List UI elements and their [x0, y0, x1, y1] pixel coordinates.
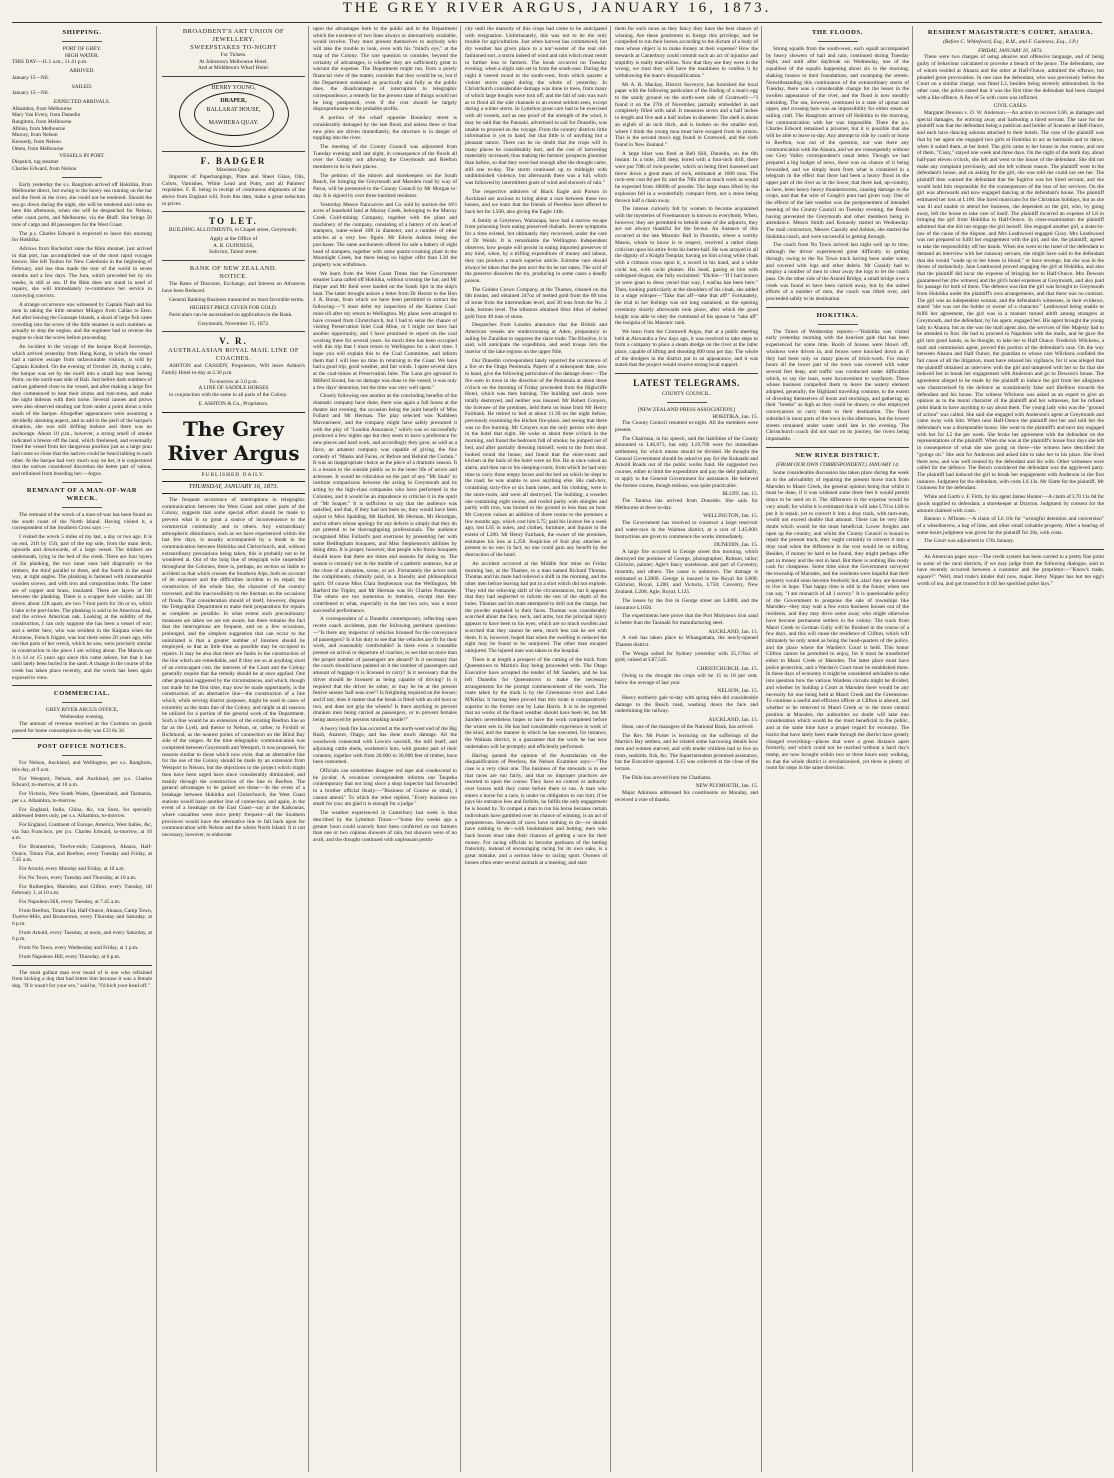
paragraph: An accident occurred at the Middle Star mine on Friday morning last, at the Thames, to a man named Richard Thomas. Thomas and his mate had relieved a shift in the morning, and the other men before leaving had put in a shot which did not explode. They told the relieving shift of the circumstances, but it appears that they had neglected to inform the rest of the depth of the holes. Thomas and his mate attempted to drill out the charge, but the powder exploded in their faces. Thomas was considerably scorched about the face, neck, and arms, but the principal injury appears to have been to his eyes, which are so much swollen and scorched that they cannot be seen, much less can he see with them. It is, however, hoped that when the swelling is reduced the sight may be found to be uninjured. The other man escaped uninjured. The injured man was taken to the hospital.	[465, 560, 607, 654]
paragraph: White and Garth v. F. Firth, by his agent James Hunter.—A claim of L70 11s 6d for goods supplied to defendant, a storekeeper at Drayton. Judgment by consent for the amount claimed with costs.	[917, 494, 1104, 514]
bank-text: The Rates of Discount, Exchange, and Interest on Advances have been Reduced.	[162, 281, 305, 294]
remnant-heading: REMNANT OF A MAN-OF-WAR WRECK.	[26, 486, 138, 502]
bank-ad	[162, 265, 305, 327]
arrived: January 15—Nil.	[12, 74, 50, 81]
divider	[818, 324, 858, 325]
paragraph: Officials can sometimes disagree red tape and condescend to be jocular. A vexatious correspondent informs our Taupeka contemporary that not long since a shop inspector had forwarded to a brother official thusly:—"Business of Course so small, I cannot attend." To which the other replied, "Every business too small for you; am glad it is enough for a judge."	[313, 767, 457, 808]
column-rule	[460, 26, 461, 1472]
column-rule	[912, 26, 913, 1472]
paragraph: There were two charges of using abusive and offensive language, and of being guilty of behaviour calculated to provoke a breach of the peace. The defendants, one of whom resided at Ahaura and the other at Half-Ounce, admitted the offence, but pleaded great provocation. In one case the defendant, who was previously before the Court on a similar charge, was fined L3, besides being severely admonished. In the other case, the police stated that it was the first time the defendant had been charged with a like offence. A fine of 5s with costs was inflicted.	[917, 54, 1104, 101]
divider	[917, 549, 1104, 550]
published-daily: PUBLISHED DAILY.	[201, 471, 266, 478]
paragraph: A family at Greytown, Wairarapa, have had a narrow escape from poisoning from eating preserved rhubarb. Severe symptoms for a time existed, but ultimately they recovered, under the care of Dr Welsh. It is remarkable the Wellington Independent observes, how people will persist in eating imported preserves of any kind, when, by a trifling expenditure of money and labour, they can produce a much superior article. Extreme care should always be taken that the pan next the tin be not eaten. The acid of the preserve dissolves the tin, producing in some cases a deadly poison.	[465, 217, 607, 285]
evening-line: Wednesday evening.	[59, 714, 105, 721]
telegram: The losses by the fire in George street are L4000, and the insurance L1650.	[615, 597, 758, 611]
column-3	[313, 26, 457, 1472]
gold-line: HIGHEST PRICE GIVEN FOR GOLD.	[189, 305, 278, 312]
divider	[12, 965, 152, 966]
stamp-top: HENRY YOUNG,	[211, 85, 256, 92]
paragraph: An incident in the voyage of the barque Royal Sovereign, which arrived yesterday from Hong Kong, in which the vessel had a narrow escape from unfavourable visitors, is told by Captain Kindred. On the evening of October 26, during a calm, the barque was set by the swell into a small bay near Sereng Point, on the north-east side of Bali. Just before dark numbers of natives gathered close to the vessel, and after making a large fire they commenced to beat their drums and tom-toms, and make the night hideous with their noise. Several canoes and prows were also observed stealing out from under a point about a mile south of the barque. Altogether appearances were assuming a decidedly alarming aspect, and to add to the peril of the barque's situation, she was still drifting inshore and there was no anchorage. About 10 p.m., however, a strong smell of smoke indicated a breeze off the land, which freshened, and eventually freed the vessel from her dangerous position just as a large prau had come so close that the natives could be heard talking to each other. At the barque had very much way on her, it is conjectured that the natives considered discretion the better part of valour, and refrained from boarding her.—Argus.	[12, 343, 152, 478]
commercial-heading: COMMERCIAL.	[53, 690, 111, 698]
at-johnston: At Johnston's Melbourne Hotel.	[199, 58, 268, 65]
paragraph: Early yesterday the s.s. Rangitoto arrived off Hokitika, from Melbourne direct, but owing to the heavy sea running on the bar and the fresh in the river, she could not be tendered. Should the sea go down during the night, she will be tendered and come on here this afternoon, when she will be despatched for Nelson, other coast ports, and Melbourne, via the Bluff. She brings 50 tons of cargo and 40 passengers for the West Coast.	[12, 181, 152, 228]
new-river-heading: NEW RIVER DISTRICT.	[795, 451, 880, 459]
high-water-label: HIGH WATER.	[64, 52, 100, 59]
paragraph: Our Dunedin correspondent lately reported the occurrence of a fire on the Otago Peninsula. Papers of a subsequent date, now to hand, give the following particulars of the damage done:—The fire seen in town in the direction of the Peninsula at about three o'clock on the morning of Friday proceeded from the Highcliffe Hotel, which was then burning. The building and stock were totally destroyed, and neither was insured. Mr Robert Conyers, the licensee of the premises, held them on lease from Mr Henry Fairbank. He retired to bed at about 11.30 on the night before, previously examining the kitchen fire-place, and seeing that there was no fire burning. Mr Conyers was the only person who slept in the hotel that night. He woke at about three o'clock in the morning, and found the bedroom full of smoke; he jumped out of bed, and after partially dressing himself, went to the front door, looked round the house, and found that the store-room and kitchen at the back of the hotel were on fire. He at once raised an alarm, and then ran to his sleeping-room, from which he had only time to carry three empty boxes and the bed on which he slept to the road; he was unable to save anything else. His cash-box, containing sixty-five or six bank notes, and his clothing, were in the store-room, and were all destroyed. The building, a wooden one containing eight rooms, and roofed partly with shingles and partly with iron, was burned to the ground in less than an hour. Mr Conyers values an addition of three rooms to the premises a few months ago, which cost him L75; paid his licence fee a week ago; lost L65 in notes, and clothes, furniture, and liquors to the extent of L200. Mr Henry Fairbank, the owner of the premises, estimates his loss at L250. Suspicion of foul play attaches at present to no one; in fact, no one could gain any benefit by the destruction of the hotel.	[465, 357, 607, 559]
paragraph: A portion of the wharf opposite Boundary street is considerably damaged by the late flood, and unless three or four new piles are driven immediately, the structure is in danger of toppling into the river.	[313, 115, 457, 142]
saddle-text: in conjunction with the same to all parts of the Colony.	[169, 392, 288, 399]
telegram: The County Council resumed to-night. All the members were present.	[615, 420, 758, 433]
telegram: Heavy northerly gale to-day with spring tides did considerable damage to the Beach road, washing down the face and undermining the railway.	[615, 694, 758, 715]
coach-ad	[162, 336, 305, 407]
post-notice: For England, Continent of Europe, America, West Indies, &c, via San Francisco, per p.s. Charles Edward, to-morrow, at 10 a.m.	[12, 821, 152, 842]
paragraph: I visited the wreck 5 miles of my last, a day or two ago. It is on end, 21ft by 15ft, part of the top side, from the main deck, upwards and downwards, of a large vessel. The timbers are underneath, lying in the bed of the creek. There are four layers of 3in planking, the two inner ones laid diagonally to the timbers, the third parallel to them, and the fourth in the usual way, at right angles. The planking is fastened with innumerable wooden screws, and with iron and composition bolts. The latter are of copper and brass, insulated. There are layers of felt between the planking. There is a scupper hole visible; and 3ft above, about 12ft apart, are two 7-foot ports for 3in or so, which I take to be port-holes. The planking is said to be American deal, and the screws American oak. Looking at the solidity of the construction, I can only suppose she has been a vessel of war; and a settler here, who was resident in the Kaipara when the Alcmene, French frigate, was lost there some 20 years ago, tells me that parts of her wreck, which he saw, were precisely similar in construction to the piece I am writing about. The Maoris say it is 14 or 15 years ago since this came ashore, but that it has until lately been buried in the sand. A change in the course of the creek has taken place recently, and the wreck has been again exposed to view.	[12, 534, 152, 681]
paragraph: The weather experienced in Canterbury last week is thus described by the Lyttelton Times:—"Some few weeks ago a greater boon could scarcely have been conferred on our farmers than one or two copious showers of rain, but showers were of no avail, and the drought continued with unpleasant pertin-	[313, 810, 457, 843]
masthead: THE GREY RIVER ARGUS, JANUARY 16, 1873.	[342, 0, 772, 16]
paragraph: Despatches from London announce that the British and American vessels are rendezvousing at Aden, preparatory to sailing for Zanzibar to suppress the slave trade. The Khedive, it is said, will anticipate the expedition, and send troops into the interior of the lake regions on the upper Nile.	[465, 322, 607, 356]
paragraph: We learn from the West Coast Times that the Government steamer Luna called off Hokitika, without crossing the bar, and Mr Harper and Mr Reid were landed on the South Spit in the ship's boat. The latter brought ashore a letter from Dr Hector to the Hon J. A. Bonar, from which we have been permitted to extract the following:—"I must defer my inspection of the Kaniere Coal-mine till after my return to Wellington. My plans were arranged to have crossed from Christchurch, but I had to seize the chance of visiting Preservation Inlet Coal Mine, or I might not have had another opportunity, and I have promised to report on the coal working there for several years. So much time has been occupied with this trip that I must return to Wellington for a short time. I hope you will explain this to the Coal Committee, and inform them that I will lose no time in returning to the Coast. We have had a good trip, good weather, and fair winds. I spent several days at the coal-mines at Preservation Inlet. The Luna got aground in Milford Sound, but no damage was done to the vessel; it was only a few days' detention, but the time was very well spent."	[313, 270, 457, 391]
art-union-ad	[162, 28, 305, 72]
dateline-new-plymouth: NEW PLYMOUTH, Jan. 15.	[695, 783, 758, 790]
vessel-item: Dispatch, tug steamer	[12, 159, 59, 166]
divider	[12, 685, 152, 686]
telegram: The Chairman, in his speech, said the liabilities of the County amounted to L46,073, but only L19,790 were for immediate settlement, for which means should be divided. He thought the General Government should be asked to pay for the Kokatahi and Arnold Roads out of the public works fund. He suggested two courses, either to limit the expenditure and pay the debt gradually, or apply to the General Government for assistance. He believed the former course, though tedious, was quite practicable.	[615, 435, 758, 489]
bank-text: Particulars can be ascertained on application to the Bank.	[169, 311, 293, 318]
dateline-dunedin: DUNEDIN, Jan. 15.	[714, 542, 758, 549]
divider	[162, 260, 305, 261]
dateline-christchurch: CHRISTCHURCH, Jan. 15.	[697, 666, 758, 673]
masthead-rule	[12, 22, 1102, 23]
paragraph: The most gallant man ever heard of is one who refrained from kicking a dog that had bitten him because it was a female dog. "If it wasn't for your sex," said he, "I'd kick your head off."	[12, 969, 152, 989]
divider	[162, 211, 305, 212]
dateline-auckland: AUCKLAND, Jan. 15.	[708, 628, 758, 635]
to-let-text: BUILDING ALLOTMENTS, in Chapel street, Greymouth.	[169, 227, 298, 234]
bank-title: BANK OF NEW ZEALAND.	[189, 265, 278, 273]
guinness: A. R. GUINNESS,	[213, 242, 254, 249]
divider	[12, 738, 152, 739]
hokitika-heading: HOKITIKA.	[816, 311, 859, 319]
paragraph: city until the maturity of this crops had come to be anticipated with resignation. Unfortunately, this was not to be the only trouble for agriculturists. Just when harvest has commenced, hot dry weather has given place to a nor'-wester of the real old-fashioned sort, a storm indeed of wind and rain which must result in further loss to farmers. The break occurred on Tuesday evening, when a slight rain set in from the south-east. During the night it veered round to the south-west, from which quarter a violent storm raged during the whole of yesterday. In Christchurch considerable damage was done to trees, from many of which large boughs were torn off, and the fall of rain was such as to flood all the side channels to an extent seldom seen, except during a winter storm. In Lyttelton great care had to be exercised with all vessels, and as one proof of the strength of the wind, it may be said that the Panoaki, advertised to sail for Dunedin, was unable to proceed on the voyage. From the country districts little information is yet to hand, but that little is of anything but a pleasant nature. There can be no doubt that the crops will in many places be considerably hurt, and the cost of harvesting materially increased, thus making the farmers' prospects gloomier than before, so that they were bad enough after the drought came, still one to-day. The storm continued up to midnight with undiminished violence, but afterwards there was a lull, which was followed by intermittent gusts of wind and showers of rain."	[465, 26, 607, 187]
telegram: The Tararua has arrived from Dunedin. She sails for Melbourne at three to-day.	[615, 498, 758, 511]
telegram: Hean, one of the managers of the National Bank, has arrived.	[622, 723, 754, 730]
post-notice: From No Town, every Wednesday and Friday, at 1 p.m.	[19, 945, 139, 952]
apply-line: Apply at the Office of	[209, 236, 258, 243]
port-heading: PORT OF GREY.	[62, 46, 102, 52]
expected-item: Rangitoto, from Melbourne	[12, 119, 72, 126]
court-subheading: (Before C. Whitefoord, Esq., R.M., and F. Guinness, Esq., J.P.)	[943, 39, 1078, 45]
county-council-heading: COUNTY COUNCIL.	[662, 391, 711, 398]
divider	[62, 755, 102, 756]
paragraph: The meeting of the County Council was adjourned from Tuesday evening until last night, in consequence of the floods all over the County not allowing the Greymouth and Reefton members to be in their places.	[313, 143, 457, 171]
expected-item: Kennedy, from Nelson	[12, 139, 61, 146]
divider	[62, 177, 102, 178]
divider	[162, 331, 305, 332]
post-notice: For Napoleon Hill, every Tuesday, at 7.45 a.m.	[19, 898, 121, 905]
sweepstakes: SWEEPSTAKES TO-NIGHT	[190, 44, 277, 51]
vessel-item: Charles Edward, from Nelson	[12, 165, 77, 172]
paragraph: A correspondent of a Dunedin contemporary, reflecting upon recent coach accidents, puts the following pertinent questions:—"Is there any inspector of vehicles licensed for the conveyance of passengers? Is it his duty to see that the vehicles are fit for their work, and reasonably comfortable? Is there even a constable present on arrival or departure of coaches, to see that no more than the proper number of passengers are aboard? Is it necessary that the coach should have painted on it the number of passengers and amount of luggage it is licensed to carry? Is it necessary that the driver should be licensed as being capable of driving? Is it required that the driver be sober, or may he be at the present festive season 'half seas over'? Is freighting required on the horses; and if not, does it matter that the break is fitted with an old boot or two, and does not grip the wheels? Is there anything to prevent drunken men being carried as passengers, or to prevent females being annoyed by persons smoking inside?"	[313, 616, 457, 724]
paragraph: The Golden Crown Company, at the Thames, cleaned on the 6th instant, and obtained 247oz of melted gold from the 60 tons of stone from the intermediate level, and 30 tons from the No. 2 lode, bottom level. The tributors obtained 60oz 4dwt of melted gold from 40 tons of stone.	[465, 286, 607, 320]
telegram: A rush has taken place to Whangamata, the newly-opened Thames district.	[615, 635, 758, 649]
paragraph: The Times of Wednesday reports:—"Hokitika was visited early yesterday morning with the heaviest gale that has been experienced for some time. Roofs of houses were blown off, windows were driven in, and fences were knocked down as if they had been only so many pieces of brick-work. For many hours all the lower part of the town was covered with water several feet deep, and traffic was conducted under difficulties which, to say the least, were inconvenient to wayfarers. These whose business compelled them to leave the watery element adopted, generally, the Highland travelling costume, to the extent of divesting themselves of boots and stockings, and gathering up their "breeks" as high as they could be drawn; or else employed conveyances to carry them to their destination. The flood subsided in most parts of the town in the afternoon, but the lowest streets remained under water until late in the evening. The Christchurch coach did not start on its journey, the rivers being impassable.	[766, 328, 909, 442]
mail-tomorrow: To-morrow at 3.0 p.m.	[209, 378, 258, 385]
post-notice: For Nelson, Auckland, and Wellington, per s.s. Rangitoto, this day, at 9 a.m.	[12, 760, 152, 773]
divider	[615, 373, 758, 374]
divider	[667, 402, 707, 403]
paragraph: The respective admirers of Black Eagle and Parson in Auckland are anxious to bring about a race between these two horses, and we learn that the friends of Peerless have offered to back her for L500, also giving the Eagle 14lb.	[465, 188, 607, 215]
divider	[62, 507, 102, 508]
post-notice: From Napoleon Hill, every Thursday, at 6 p.m.	[19, 953, 121, 960]
bank-date: Greymouth, November 15, 1872.	[197, 320, 270, 327]
post-office-heading: POST OFFICE NOTICES.	[37, 743, 127, 751]
telegram: Major Atkinson addressed his constituents on Monday, and received a vote of thanks.	[615, 790, 758, 803]
stamp-mid1: DRAPER,	[220, 98, 247, 105]
telegram: The Rev. Mr Porter is lecturing on the sufferings of the Martin's Bay settlers, and he related some harrowing details how men and women starved, and with tender children had to live on roots, seabirds, fish, &c. The Superintendent promised assistance, but the Executive opposed. L15 was collected at the close of the lecture.	[615, 732, 758, 773]
paragraph: Bannon v. M'Innes.—A claim of L6 10s for "wrongful detention and conversion" of a wheelbarrow, a bag of lime, and other small valuable property. After a hearing of some hours judgment was given for the plaintiff for 20s, with costs.	[917, 516, 1104, 536]
column-5	[615, 26, 758, 1472]
post-notice: From Arnold, every Tuesday, at noon, and every Saturday, at 6 p.m.	[12, 929, 152, 943]
to-let-title: TO LET.	[209, 216, 258, 227]
arrived-label: ARRIVED.	[69, 68, 95, 75]
art-union-title: BROADBENT'S ART UNION OF JEWELLERY.	[182, 28, 285, 43]
expected-item: Alhambra, from Melbourne	[12, 105, 72, 112]
paragraph: A large blast was fired at Bell Hill, Dunedin, on the 6th instant. In a hole, 24ft deep, bored with a four-inch drill, there were put 70lb of rock-powder, which on being fired loosened and threw down a great mass of rock, estimated at 1600 tons. The rock-rent cost 8d per lb; and the 70lb did as much work as would be expected from 1000lb of powder. The large mass lifted by the explosion fell in a wonderfully compact form, not a stone being thrown half a chain away.	[615, 150, 758, 204]
post-notice: For Arnold, every Monday and Friday, at 10 a.m.	[19, 866, 125, 873]
civil-cases-heading: CIVIL CASES.	[993, 103, 1028, 110]
paragraph: We learn from the Cromwell Argus, that at a public meeting held at Alexandra a few days ago, it was resolved to take steps to form a company to place a steam dredge on the river at the latter place, capable of lifting and shooting 600 tons per day. The whole of the dredgers in the district put in an appearance, and it was stated that the project would receive strong local support.	[615, 328, 758, 369]
expected-item: Mary Van Every, from Dunedin	[12, 112, 81, 119]
paragraph: The coach from No Town arrived last night well up to time, although the driver experienced great difficulty in getting through, owing to the No Town track having been under water, and covered with logs and other debris. Mr Cassidy had to employ a number of men to clear away the logs to let the coach pass. On the other side of the Arnold Bridge, a small bridge over a creek was found to have been carried away, but by the united efforts of a number of men, the coach was lifted over, and proceeded safely to its destination.	[766, 242, 909, 303]
paragraph: The petition of the miners and storekeepers on the South Beach, for bringing the Greymouth and Marsden road by way of Paroa, will be presented to the County Council by Mr Morgan to-day. It is signed by over three hundred residents.	[313, 172, 457, 199]
divider	[62, 702, 102, 703]
post-notice: For England, India, China, &c, via Suez, for specially addressed letters only, per s.s. Alhambra, to-morrow.	[12, 806, 152, 820]
column-rule	[308, 26, 309, 1472]
paragraph: Strong squalls from the south-west, each squall accompanied by heavy showers of hail and rain, continued during Tuesday night, and until after daybreak on Wednesday, one of the squalliest of the squalls happening about six in the morning, shaking houses to their foundations, and swamping the streets. Notwithstanding this continuance of the extraordinary storm of Tuesday, there was a considerable change for the lesser in the swollen appearance of the river, and the flood is now steadily subsiding. The sea, however, continued in a state of uproar and upper, and crossing bars was an impossibility for either steam or sailing craft. The Rangitoto arrived off Hokitika in the morning, but communication with her was impossible. There the p.s. Charles Edward remained a prisoner, but it is possible that she will be able to leave to-day. Any attempt to ride by coach or horse to Reefton, was out of the question, nor was there any communication with the Ahaura, and we are consequently without our Grey Valley correspondent's usual letter. Though we had prepared a big budget of news, there was no chance of it being forwarded, and we simply learn from what is contained in a telegram in the effect that there had been a heavy flood in the upper part of the river as in the lower, that there had, up-country, as here, been heavy heavy thunderstorms, causing damage to the crops, and that the wire of Gough's punt had given way. One of the effects of the late weather was the postponement of intended meeting of the County Council on Tuesday evening, the floods having prevented the Greymouth and other members being in attendance. Messrs Smith and Kennedy started on Wednesday. The mail contractors, Messrs Cassidy and Ashton, she started the Hokitika coach, and were successful in getting through.	[766, 46, 909, 240]
court-date: FRIDAY, JANUARY 10, 1873.	[978, 47, 1043, 54]
post-notice: For Victoria, New South Wales, Queensland, and Tasmania, per s.s. Alhambra, to-morrow.	[12, 791, 152, 804]
divider	[162, 76, 305, 77]
vessels-label: VESSELS IN PORT.	[59, 152, 105, 159]
court-heading: RESIDENT MAGISTRATE'S COURT, AHAURA.	[927, 29, 1094, 36]
ashton: E. ASHTON & Co., Proprietors.	[198, 400, 269, 407]
divider	[818, 41, 858, 42]
for-tickets: For Tickets.	[220, 52, 247, 58]
column-shipping	[12, 26, 152, 1472]
divider	[766, 447, 909, 448]
paragraph: There is at length a prospect of the cutting of the track from Queenstown to Martin's Bay being proceeded with. The Otago Executive have accepted the tender of Mr Sanders, and he has left Dunedin for Queenstown to make the necessary arrangements for the prompt commencement of the work. The route taken by the track is by the Greenstone river and Lake M'Kellar, it having been proved that this route is comparatively superior to the former one by Lake Harris. It is to be regretted that no works of the finest weather should have been let, but Mr Sanders nevertheless hopes to have the work completed before the winter sets in. He has had considerable experience in work of the kind, and the manner in which he has executed, for instance, the Waikaia district, is a guarantee that the work he has now undertaken will be promptly and efficiently performed.	[465, 656, 607, 750]
divider	[62, 41, 102, 42]
saddle-title: A LINE OF SADDLE HORSES	[198, 385, 269, 392]
paragraph: Yesterday Messrs Nancarrow and Co. sold by auction the 16½ acres of leasehold land at Murray Creek, belonging to the Murray Creek Gold-mining Company, together with the plant and machinery of the company, consisting of a battery of six head of stampers, water-wheel 30ft in diameter, and a number of other articles at a very low figure. Mr Edwin Ashton being the purchaser. The same auctioneers offered for sale a battery of eight head of stampers, together with some quartz-crushing plant in the Moonlight Creek, but there being no higher offer than L30 the property was withdrawn.	[313, 201, 457, 268]
telegram: The Wonga sailed for Sydney yesterday with 25,176oz of gold, valued at L87,545.	[615, 650, 758, 664]
divider	[162, 151, 305, 152]
paragraph: Having quoted the opinion of the Australasian on the disqualification of Peerless, the Nelson Examiner says:—"The case is a very clear one. The business of the stewards is to see that races are run fairly, and that no improper practices are resorted to upon the course. They have no control or authority over horses until they come before them to run. A man who enters a horse for a race, is under no obligation to run him; if he pays his entrance fees and forfeits, he fulfils the only engagement he is bound by. To compel a man to run his horse because certain individuals have gambled over its chance of winning, is an act of preposterous. Stewards of races have nothing to do—or should have nothing to do—with bookmakers and betting; men who back horses must take their chances of getting a race for their money. For racing officials to become partisans of the betting fraternity, instead of encouraging racing for its own sake, is a great mistake, and a serious blow to racing sport. Owners of horses often enter several animals at a meeting, and start	[465, 752, 607, 866]
paragraph: them for such races as they fancy they have the best chance of winning. Are these gentlemen to forego this privilege, and be compelled to run their horses according to the dictum of a body of men whose object is to make money at their expense? How the stewards at Canterbury could commit such an act of injustice and stupidity is really marvellous. Now that they see they were in the wrong, we trust they will have the manliness to confess it by withdrawing the mare's disqualification."	[615, 26, 758, 79]
dateline-bluff: BLUFF, Jan. 15.	[722, 491, 758, 498]
post-notice: For Westport, Nelson, and Auckland, per p.s. Charles Edward, to-morrow, at 10 a.m.	[12, 775, 152, 789]
press-association: [NEW ZEALAND PRESS ASSOCIATION.]	[637, 406, 736, 413]
paragraph: Mr A. R. Mackay, District Surveyor, has furnished the local paper with the following particulars of the finding of a man's egg to the sandy ground on the north-west side of Cromwell:—"I found it on the 27th of November, partially embedded in and completely filled with sand. It measures seven and a half inches in length and five and a half inches in diameter. The shell is about an eighth of an inch thick, and is broken on the smaller end, where I think the young moa must have escaped from its prison. This is the second moa's egg found in Cromwell, and the sixth found in New Zealand."	[615, 81, 758, 148]
mail-text: ASHTON and CASSIDY, Proprietors, Will leave Ashton's Family Hotel to-day at 2.30 p.m.	[162, 363, 305, 377]
paragraph: Margaret Dewson v. O. W. Anderson.—An action to recover L60, as damages and special damages, for enticing away and harboring a hired servant. The case for the plaintiff was that the defendant being a publican and holder of licenses at Half-Ounce, and each have dancing saloons attached to their hotels. The case of the plaintiff was that by her agent she engaged two girls at Hokitika to act as barmaids and to dance, when it suited them, at her hotel. The girls came to her house in due course, and one of them, "Cissy," stayed one week and three days. On the night of the tenth day, about half-past eleven o'clock, she left and went to the house of the defendant. She did not make any complaint previously, and she left without reason. The plaintiff went to the defendant's house, and on asking for the girl, she was told she could not see her. The plaintiff then warned the defendant that the fugitive was her hired servant, and she would hold him responsible for the consequences of the loss of her services. On the girl was afterwards and now engaged dancing at the defendant's house. The plaintiff estimated her loss at L100. She hired musicians for the Christmas holidays, but as she was ill and unable to attend her business, she depended on the girl, who, by going away, left the house to take care of itself. The plaintiff incurred an expense of L8 in bringing the girl from Hokitika to Half-Ounce. In cross-examination the plaintiff admitted that she did not engage the girl herself. She engaged another girl, a sister-in-law of the cause of the dispute, and Mrs Leathwood engaged Cissy. Mrs Leathwood was not prepared to fulfil her engagement with the girl, and she, the plaintiff, agreed to take the responsibility off her hands. When she went to the hotel of the defendant to demand an interview with her runaway servant, she might have said to the defendant that she would "wade up to her knees in blood," or have revenge, but she was in the throes of melancholy. Jane Leathwood proved engaging the girl at Hokitika, and also that the plaintiff did incur the expense of bringing her to Half-Ounce. Mrs Dewson guaranteed her (the witness) and the girl's hotel expenses at Greymouth, and also paid for passage for both of them. The defence was that the girl was brought to Greymouth from Hokitika under the plaintiff's own arrangements, and that there was no contract. The girl was an independent woman, and the defendant's witnesses, in their evidence, stated "she was not the holder or owner of a character." Leathwood being unable to fulfil her agreement, the girl was in a manner turned adrift among strangers at Greymouth, and the defendant, by his agent, engaged her. His agent brought the young lady to Ahaura, but as she was the mail agent also, the services of Her Majesty had to be attended to first. He had to proceed to Napoleon with the mails, and he gave the girl into good hands, as he thought, to take her to Half Ounce. Frederick Wilckens, a mail and commission agent, proved this portion of the defendant's case. On the way between Ahaura and Half Ounce, the guardian to whose care Wilckens confided the fair cause of all the litigation, must have relaxed his vigilance, for it was alleged that the plaintiff obtained an interview with the girl and tampered with her so far that she induced her to break her engagement with Anderson and go to Dewson's house. The agreement alleged to be made by the plaintiff to induce the girl from her allegiance was characterised by the defence as scandalously false and libellous towards the defendant and his house. The witness Wilckens was asked as an expert to give an opinion as to the moral character of the plaintiff and her witnesses, but he refused point blank to have anything to say about them. The young lady who was the "ground of action" was called. She said she engaged with Anderson's agent at Greymouth and came away with him. When near Half-Ounce the plaintiff met her and told her the defendant's was a disreputable house. She went to the plaintiff's and next day engaged with her for L5 the per week. She broke her agreement with the defendant on the representations of the plaintiff. When she was at the plaintiff's house four days she left in consequence of what she saw going on there—the witness here described the "goings on." She sent for Anderson and asked him to take her to his place. She lived there now, and was well treated by the defendant and his wife. Other witnesses were called for the defence. The Bench considered the defendant was the aggrieved party. The plaintiff had induced the girl to break her engagement with Anderson in the first instance. Judgment for the defendant, with costs L6 13s. Mr Slatte for the plaintiff, Mr Guinness for the defendant.	[917, 110, 1104, 492]
paragraph: Advices from Rochefort state the Rhin steamer, just arrived in that port, has accomplished one of the most rapid voyages known. She left Toulon for New Caledonia in the beginning of February, and has thus made the tour of the world in seven months and a few days. The Jura, which preceded her by six weeks, is still at sea. If the Rhin does not stand in need of repairs, she will immediately re-commence her service in conveying convicts.	[12, 245, 152, 299]
stamp-mid2: BALLARAT HOUSE,	[206, 107, 261, 114]
telegram: The Dido has arrived from the Chathams.	[622, 774, 712, 781]
dateline: THURSDAY, JANUARY 16, 1873.	[162, 481, 305, 494]
sailed-label: SAILED.	[71, 83, 93, 90]
post-notice: For Brunnerton, Twelve-mile, Camptown, Ahaura, Half-Ounce, Totara Flat, and Reefton, every Tuesday and Friday, at 7.45 a.m.	[12, 844, 152, 864]
badger-text: Importer of Paperhangings, Plate and Sheet Glass, Oils, Colors, Varnishes, White Lead and Putty, and all Painters' requisites. F. B. being in receipt of continuous shipments of the above from England will, from this date, make a great reduction in prices.	[162, 173, 305, 207]
column-rule	[761, 26, 762, 1472]
bank-notice: NOTICE.	[219, 273, 248, 281]
badger-ad	[162, 156, 305, 207]
paragraph: A heavy bush fire has occurred at the north-west end of the Big Rush, Akatore, Otago, and has done much damage. All the woodwork connected with Lewis's sawmill, the mill itself, and adjoining cattle sheds, workmen's huts, with greater part of their contents, together with from 20,000 to 30,000 feet of timber, have been consumed.	[313, 725, 457, 766]
paragraph: The amount of revenue received at the Customs on goods passed for home consumption to-day was £33 8s 3d.	[12, 720, 152, 734]
vr: V. R.	[219, 336, 248, 347]
column-7	[917, 26, 1104, 1472]
expected-label: EXPECTED ARRIVALS.	[53, 98, 111, 105]
dateline-nelson: NELSON, Jan. 15.	[717, 688, 758, 695]
badger-address: Mawhera Quay.	[216, 167, 251, 174]
and-middleton: And at Middleton's Wharf Hotel.	[197, 65, 270, 72]
paragraph: The intense curiosity felt by women to become acquainted with the mysteries of Freemasonry is known to everybody. When, however, they are permitted to behold some of the adjuncts, they are not always thankful for the favour. An instance of this occurred at the late Masonic Ball in Dunedin, where a worthy Mason, whom to know is to respect, received a rather sharp criticism upon his attire from his better-half. He was arrayed in all the dignity of a Knight Templar, having on him a long white cloak with a crimson cross upon it, a sword in his hand, and a white cockt hat, with cockt plumes. His head, gazing at him with unfeigned disgust, she fully exclaimed: "Dickie—"If I had known ye were goan to dress yersel that way, I wad'na hae been here." Then, looking particularly at the shoulders of his cloak, she added in a stage whisper—"Take that aff—take that aff!" Fortunately, the trial to her feelings was not long sustained, as the opening ceremony shortly afterwards took place, after which the good knight was able to obey the command of his spouse to "take aff" the insignia of his Masonic rank.	[615, 206, 758, 327]
paragraph: Closely following one another as the concluding benefits of the dramatic company have done, there was again a full house at the theatre last evening, the occasion being the joint benefit of Miss Fullard and Mr Herman. The play selected was 'Kathleen Mavourneen', and the company might have safely presumed it with the play of "London Assurance," which was so successfully produced a few nights ago but they seem to have a preference for new pieces and hard work, and accordingly they gave, as well as a farce, an amateur company was capable of giving, the fine comedy of "Masks and Faces, or Before and Behind the Curtain." It was an inappropriate choice as the piece of a dramatic season. It is a lesson to the outside public as to the inner life of actors and actresses. It would be ridiculous on the part of any "Mr Snail" to institute comparisons between the acting in Greymouth and its acting by the high-class companies who have performed in the Colonies, and it would be an impudence to criticise it in the spirit of "Mr Soaper." It is sufficient to say that the audience was satisfied, and that, if they had not been so, they would have been unjust to Miss Spalding, Mr Barford, Mr Herman, Mr Hourigan, and to others whose apology for any defects is simply that they do not pretend to be thoroughgoing professionals. The audience recognised Miss Fullard's past exertions by presenting her with some Bedlingham bouquets, and Miss Stephenson's abilities by doing ditto. It is proper, however, that people who throw bouquets should know that there are times and seasons for doing so. The season is certainly not in the middle of a pathetic sentence, but at the close of a situation, scene, or act. Fortunately the actors took the compliments, clumsily paid, in a friendly and philosophical spirit. Of course Miss Clara Stephenson was the Wellington, Mr Barford the Triplet, and Mr Herman was Sir Charles Pomander. The others are too numerous to mention, except that they contributed to what, especially in the last two acts, was a most successful performance.	[313, 393, 457, 614]
telegram: A large fire occurred in George street this morning, which destroyed the premises of George, photographer; Robson, tailor; Gilchrist, painter; Agle's fancy warehouse, and part of Coventry, tinsmith, and others. The cause is unknown. The damage is estimated at L2000. George is insured in the Royal for L600; Gilchrist, Royal, L200, and Victoria, L750; Coventry, New Zealand, L200; Agle, Royal, L125.	[615, 548, 758, 596]
floods-heading: THE FLOODS.	[812, 29, 863, 36]
to-let-ad	[162, 216, 305, 256]
post-notice: For No Town, every Tuesday and Thursday, at 10 a.m.	[19, 874, 137, 881]
paragraph: A strange occurrence was witnessed by Captain Nash and his men in taking the little steamer Milagro from Callao to Eten. Just after leaving the Gunnape Islands, a shoal of large fish came crowding into the screw of the little steamer in such numbers as actually to stop the engine, and the engineer had to reverse the engine to clear the screw before proceeding.	[12, 301, 152, 342]
post-notice: From Reefton, Totara Flat, Half-Ounce, Ahaura, Camp Town, Twelve-Mile, and Brunnerton, every Thursday and Saturday, at 6 p.m.	[12, 907, 152, 928]
sailed: January 15—Nil.	[12, 90, 50, 97]
telegram: Owing to the drought the crops will be 15 to 18 per cent. below the average of last year.	[615, 672, 758, 686]
column-4	[465, 26, 607, 1472]
mail-title: AUSTRALASIAN ROYAL MAIL LINE OF COACHES.	[168, 347, 299, 363]
shipping-heading: SHIPPING.	[62, 29, 102, 36]
high-water: THIS DAY—11.1 a.m.; 11.41 p.m.	[12, 59, 88, 66]
draper-stamp	[179, 81, 289, 147]
column-6	[766, 26, 909, 1472]
dateline-hokitika: HOKITIKA, Jan. 15.	[712, 413, 758, 420]
bank-text: General Banking Business transacted on most favorable terms.	[169, 296, 305, 303]
solicitor: Solicitor, Tainui street.	[208, 249, 258, 256]
telegram: The Government has resolved to construct a large reservoir and water-race in the Waimea district, at a cost of L45,000. Instructions are given to commence the works immediately.	[615, 520, 758, 540]
expected-item: Murray, from Nelson	[12, 132, 58, 139]
column-rule	[156, 26, 157, 1472]
post-notice: For Rutherglen, Marsden, and Clifton, every Tuesday, till February 1, at 10 a.m.	[12, 883, 152, 897]
badger-title: F. BADGER	[200, 156, 267, 167]
paragraph: Some considerable discussion has taken place during the week as to the advisability of repairing the present horse track from Marsden to Maori Creek, the general opinion being that whilst it must be done, if it was widened some three feet it would permit drays to be used on it. The difference in the expense would be very small; for whilst it is estimated that it will take L70 to L80 to put it in repair, yet to convert it into a dray track, with turn-outs, would not exceed double that amount. There can be very little doubt which would be the most beneficial. Lower freights and open up the country, and whilst the County Council is bound to repair the present track, they ought certainly to convert it into a dray road when the difference in the cost would be so trifling. Besides, if money be hard to be found, they might perhaps offer part in money and the rest in land. But there is nothing like ready cash for cheapness. Some time since the Government surveyed the township of Marsden, and the residents were hopeful that their property would soon become freehold; but, alas! they are doomed to live in hope. That happy time is still in the future; when one can say, "I am monarch of all I survey." It is questionable policy of the Government to postpone the sale of townships like Marsden—they may wait a few extra business houses out of the residents, and they may drive some away who might otherwise have become permanent settlers in the colony. The track from Maori Creek to German Gully will be finished in the course of a few days, and this will cause the residence of Clifton, which will ultimately be only noted as being the head-quarters of the police, and the place where the Warden's Court is held. This honor Clifton cannot be permitted to enjoy, for it must be transferred either to Maori Creek or Marsden. The latter place must have police protection, and a Warden's Court must be established there. In these days of economy it might be considered advisable to take into question how the various Wardens circuits might be divided, and whether by holding a Court at Marsden there would be any necessity for one being held at Maori Creek and the Greenstone. To continue a useful and efficient officer at Clifton is absurd, and whether or be removed to Maori Creek or to the more central position at Marsden, the authorities no doubt will take into consideration which would be the most beneficial to the public, and at the same time have a proper regard for economy. The tracks that have lately been made through the district have greatly changed everything—places that were a great distance apart formerly, and which could not be reached without a hard day's tramp, are now brought within two or three hours easy walking, so that the whole district is revolutionised, yet there is plenty of room for steps in the same direction.	[766, 470, 909, 772]
latest-telegrams-heading: LATEST TELEGRAMS.	[633, 378, 740, 389]
divider	[766, 307, 909, 308]
dateline-wellington: WELLINGTON, Jan. 15.	[703, 513, 758, 520]
stamp-bottom: MAWHERA QUAY.	[208, 120, 259, 127]
dateline-auckland: AUCKLAND, Jan. 15.	[708, 717, 758, 724]
column-advertisements	[162, 26, 305, 1472]
divider	[62, 482, 102, 483]
expected-item: Omeo, from Melbourne	[12, 145, 64, 152]
newspaper-nameplate: The Grey River Argus	[162, 412, 305, 470]
paragraph: upon the advantages both to the public and to the Department which the existence of two lines always or alternatively available, would involve. They must present themselves to anybody who will take the trouble to look, even with his "mind's eye," at the map of the Colony. The rare question to consider, beyond the certainty of advantages, is whether they are sufficiently great to warrant the expense. The Department might not, from a purely financial view of the matter, consider that they would be so, but if the Department sustained as practically and fully as the public does, the disadvantages of interruption to telegraphic correspondence, a remedy for the present state of things would not be long postponed, even if the cost should be largely disproportionate to the probable profits.	[313, 26, 457, 113]
paragraph: The Court was adjourned to 17th January.	[924, 538, 1015, 545]
paragraph: An American paper says—The credit system has been carried to a pretty fine point in some of the rural districts, if we may judge from the following dialogue, said to have recently occurred between a customer and the proprietor:—"Know's trade, square?" "Well, mud trade's kinder dull now, major. Betsy Nipper has but ten egg's worth of tea, and got trusted for it till her speckled pullet lays."	[917, 554, 1104, 587]
paragraph: The remnant of the wreck of a man-of-war has been found on the south coast of the North Island. Having visited it, a correspondent of the Southern Cross says :—	[12, 511, 152, 532]
telegram: The experiments here prove that the Port Molyneux iron sand is better than the Taranaki for manufacturing steel.	[615, 613, 758, 626]
editorial: The frequent recurrence of interruptions in telegraphic communication between the West Coast and other parts of the Colony, suggests that some special effort should be made to prevent what is so great a source of inconvenience to the commercial community and to others. Any extraordinary atmospheric disturbance, such as we have experienced within the last few days, is usually accompanied by a break in the communication between Hokitika and Christchurch, and, without extraordinary precautions being taken, this is probably not to be wondered at. Out of the long line of telegraph wire suspended throughout the Colonies, there is, perhaps, no section so liable to accident as that which crosses the Southern Alps, both on account of its exposure and the difficulties incident to its repair, the construction of the whole line, the character of the country traversed, and the inaccessibility to the lineman on the occasions of floods. That consideration should of itself, however, dispose the Telegraphic Department to make their preparations for repairs as complete as possible. In what extent such precautionary measures are taken we are not aware, but there remains the fact that the interruptions are frequent, and on a few occasions, prolonged, and the simplest suggestion that can occur to the uninitiated is that a greater number of linemen should be employed, so that as little time as possible may be occupied in repairs. It may be also that there are faults in the construction of the line which are remediable, and if they are so at anything short of an extravagant cost, the interests of the Coast and the Colony generally require that the remedy should be at once applied. One other proposal suggested by the circumstances, and which, though not made for the first time, may now be made opportunely, is the construction of an alternative line—the construction of a line which, while serving district purposes, might be used in cases of extremity as the main line of the Colony, and might at all seasons be utilized for a portion of the general work of the Department. Such a line would be an extension of the existing Reefton line so far as the Lyell, and thence to Nelson, or, rather, to Foxhill or Richmond, as the nearest points of connection on the Blind Bay side of the ranges. At the time telegraphic communication was completed between Greymouth and Westport, it was proposed, for reasons similar to those which now exist, that an alternative line for the use of the Colony should be made by an extension from Westport to Nelson, but the objections to the project which might then have been urged have since considerably diminished, and mainly through the construction of the line to Reefton. The general advantages to be gained are these:—In the event of a breakage between Hokitika and Christchurch, the West Coast stations would have another line of connection; and again, in the event of a breakage on the East Coast—say at the Kaikouras, where casualties were once pretty frequent—all the Southern provinces would have the alternative line to fall back upon for communication with Nelson and the whole North Island. It is not necessary, however, to elaborate	[162, 496, 305, 839]
paragraph: The p.s. Charles Edward is expected to leave this morning for Hokitika.	[12, 230, 152, 244]
column-rule	[610, 26, 611, 1472]
office-line: GREY RIVER ARGUS OFFICE,	[45, 707, 119, 714]
expected-item: Albion, from Melbourne	[12, 125, 66, 132]
new-river-subheading: (FROM OUR OWN CORRESPONDENT.) JANUARY 14.	[775, 461, 900, 468]
